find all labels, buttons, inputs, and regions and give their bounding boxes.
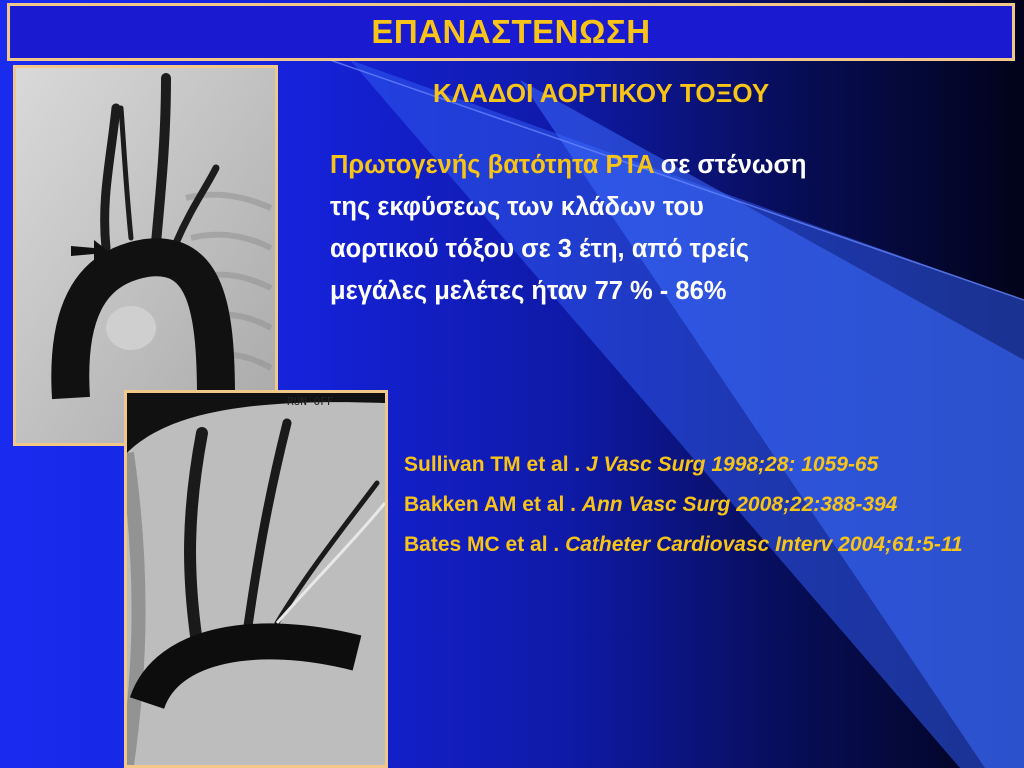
slide-subtitle: ΚΛΑΔΟΙ ΑΟΡΤΙΚΟΥ ΤΟΞΟΥ bbox=[433, 78, 770, 108]
main-line-3: αορτικού τόξου σε 3 έτη, από τρείς bbox=[330, 235, 750, 263]
title-bar bbox=[7, 3, 1015, 61]
reference-authors: Bakken AM et al . bbox=[404, 493, 582, 516]
references-list bbox=[404, 448, 1004, 568]
reference-journal: J Vasc Surg 1998;28: 1059-65 bbox=[586, 453, 879, 476]
main-line-2: της εκφύσεως των κλάδων του bbox=[330, 193, 704, 221]
main-statement bbox=[330, 144, 990, 312]
reference-journal: Ann Vasc Surg 2008;22:388-394 bbox=[581, 493, 898, 516]
reference-item bbox=[404, 488, 1004, 521]
main-line-4: μεγάλες μελέτες ήταν 77 % - 86% bbox=[330, 277, 727, 305]
main-rest-1: σε στένωση bbox=[653, 151, 807, 179]
reference-item bbox=[404, 528, 1004, 561]
reference-authors: Sullivan TM et al . bbox=[404, 453, 587, 476]
reference-authors: Bates MC et al . bbox=[404, 533, 566, 556]
angiogram-image-runoff bbox=[124, 390, 388, 768]
slide-title: ΕΠΑΝΑΣΤΕΝΩΣΗ bbox=[371, 13, 651, 50]
reference-item bbox=[404, 448, 1004, 481]
reference-journal: Catheter Cardiovasc Interv 2004;61:5-11 bbox=[565, 533, 963, 556]
angiogram-image-arch bbox=[13, 65, 278, 446]
main-highlight: Πρωτογενής βατότητα PTA bbox=[330, 151, 654, 179]
runoff-label: RUN-OFF bbox=[287, 395, 334, 408]
